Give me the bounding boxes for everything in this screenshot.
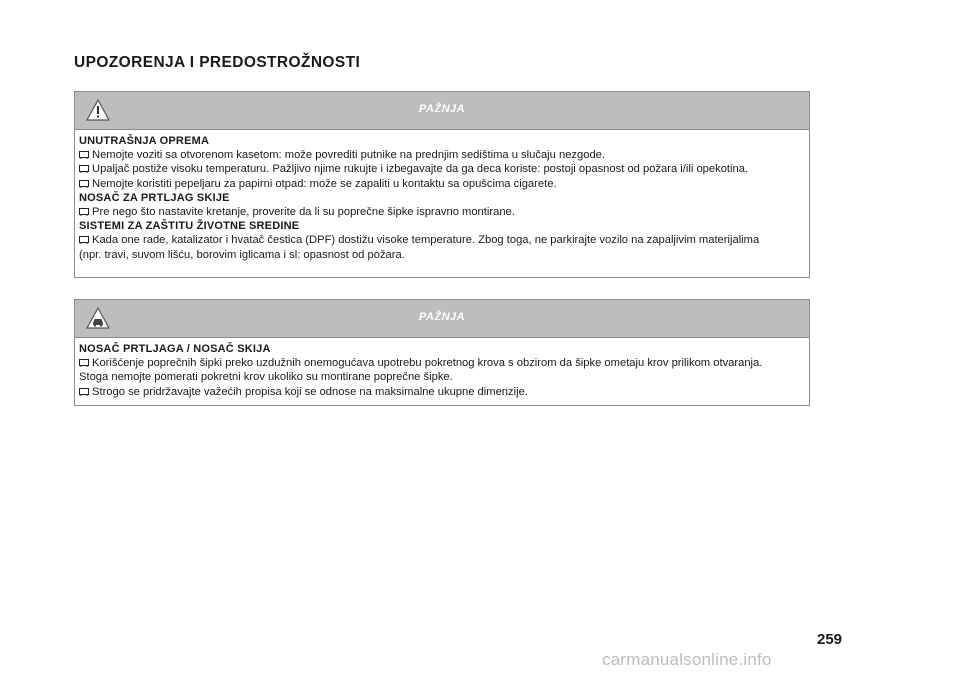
section-heading: UNUTRAŠNJA OPREMA [79,135,210,147]
warning-box-body [75,130,809,262]
list-item [79,205,803,219]
bullet-icon [79,165,89,173]
list-item [79,233,803,247]
bullet-icon [79,151,89,159]
page-title: UPOZORENJA I PREDOSTROŽNOSTI [74,54,361,71]
warning-box-body [75,338,809,399]
section-heading: SISTEMI ZA ZAŠTITU ŽIVOTNE SREDINE [79,220,300,233]
page-number: 259 [817,631,843,648]
list-item-text: Korišćenje poprečnih šipki preko uzdužnih onemogućava upotrebu pokretnog krova s obzirom da šipke ometaju krov prilikom otvaranja. [92,357,763,370]
warning-box-header [75,300,809,338]
list-item-text: Upaljač postiže visoku temperaturu. Pažljivo njime rukujte i izbegavajte da ga deca koriste: postoji opasnost od požara i/ili opekotina. [92,163,749,176]
watermark: carmanualsonline.info [602,650,772,669]
list-item-text: Nemojte koristiti pepeljaru za papirni otpad: može se zapaliti u kontaktu sa opušcima cigarete. [92,177,557,190]
warning-header-label: PAŽNJA [418,311,466,323]
list-item [79,356,803,370]
list-item-continuation: (npr. travi, suvom lišću, borovim iglicama i sl: opasnost od požara. [79,248,405,261]
warning-box-interior [74,91,810,278]
bullet-icon [79,208,89,216]
list-item [79,177,803,191]
list-item [79,162,803,176]
list-item-continuation: Stoga nemojte pomerati pokretni krov ukoliko su montirane poprečne šipke. [79,371,453,384]
list-item [79,385,803,399]
bullet-icon [79,236,89,244]
list-item-text: Pre nego što nastavite kretanje, proverite da li su poprečne šipke ispravno montirane. [92,206,515,219]
list-item-text: Kada one rade, katalizator i hvatač čestica (DPF) dostižu visoke temperature. Zbog toga, ne parkirajte vozilo na zapaljivim materijalima [92,234,760,247]
section-heading: NOSAČ PRTLJAGA / NOSAČ SKIJA [79,343,271,355]
list-item-text: Strogo se pridržavajte važećih propisa koji se odnose na maksimalne ukupne dimenzije. [92,385,528,398]
list-item-text: Nemojte voziti sa otvorenom kasetom: može povrediti putnike na prednjim sedištima u slučaju nezgode. [92,149,606,162]
warning-header-label: PAŽNJA [418,103,466,115]
bullet-icon [79,359,89,367]
list-item [79,148,803,162]
warning-box-header [75,92,809,130]
warning-box-roof-rack [74,299,810,406]
section-heading: NOSAČ ZA PRTLJAG SKIJE [79,191,230,204]
bullet-icon [79,388,89,396]
bullet-icon [79,180,89,188]
